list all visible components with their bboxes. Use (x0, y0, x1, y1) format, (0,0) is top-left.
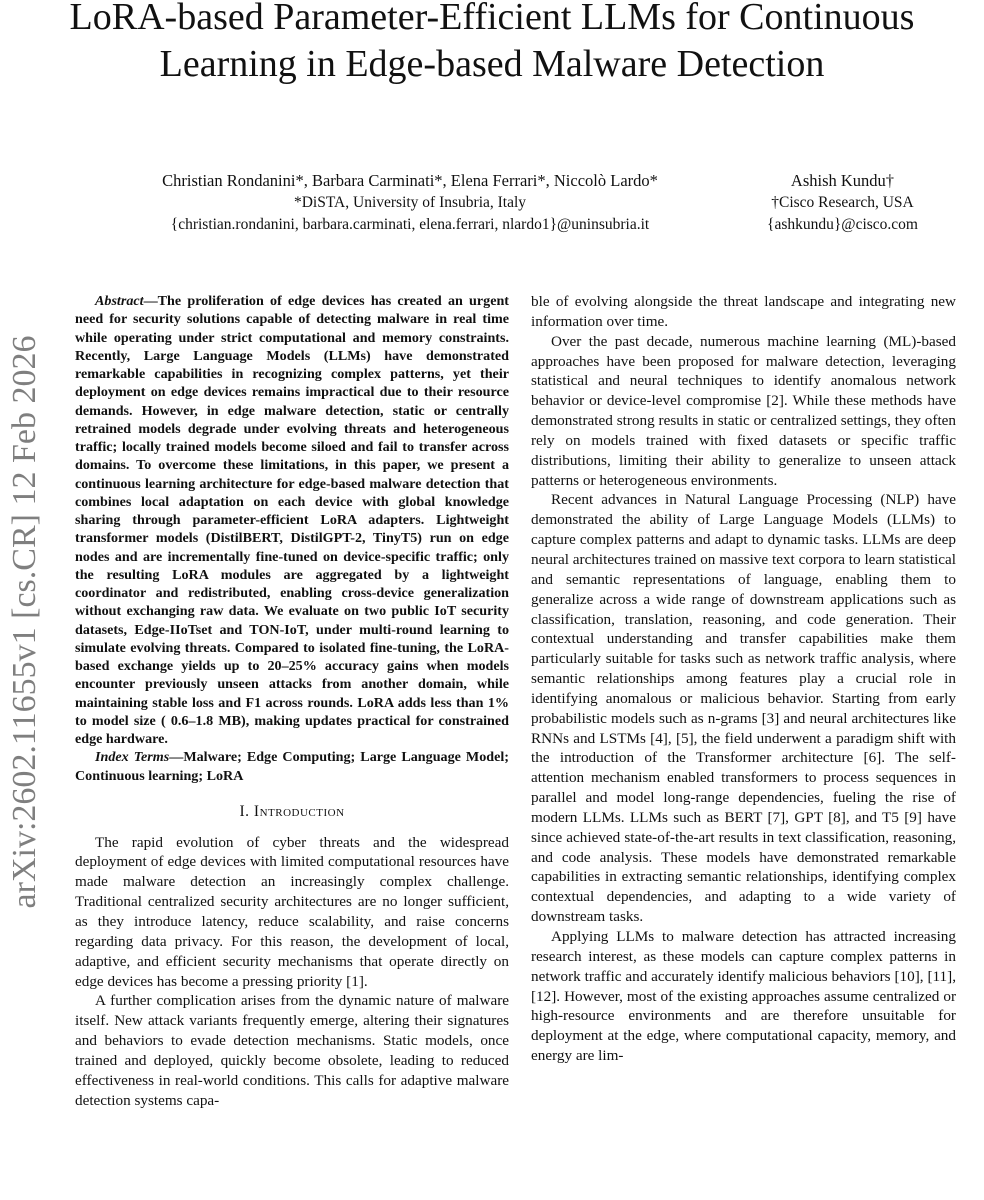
paragraph: Over the past decade, numerous machine learning (ML)-based approaches have been proposed for malware detection, leveraging statistical and neural techniques to identify anomalous network behavior or device-level compromise [2]. While these methods have demonstrated strong results in static or centralized settings, they often rely on models trained with fixed datasets or specific traffic distributions, limiting their ability to generalize to unseen attack patterns or heterogeneous environments. (531, 332, 956, 489)
author-names: Ashish Kundu† (790, 171, 895, 190)
abstract-text: —The proliferation of edge devices has created an urgent need for security solutions capable of detecting malware in real time while operating under strict computational and memory constraints. Recently, Large Language Models (LLMs) have demonstrated remarkable capabilities in recognizing complex patterns, yet their deployment on edge devices remains impractical due to their resource demands. However, in edge malware detection, static or centrally retrained models degrade under evolving threats and heterogeneous traffic; locally trained models become siloed and fail to transfer across domains. To overcome these limitations, in this paper, we present a continuous learning architecture for edge-based malware detection that combines local adaptation on each device with global knowledge sharing through parameter-efficient LoRA adapters. Lightweight transformer models (DistilBERT, DistilGPT-2, TinyT5) run on edge nodes and are incrementally fine-tuned on device-specific traffic; only the resulting LoRA modules are aggregated by a lightweight coordinator and redistributed, enabling cross-device generalization without exchanging raw data. We evaluate on two public IoT security datasets, Edge-IIoTset and TON-IoT, under multi-round learning to simulate evolving threats. Compared to isolated fine-tuning, the LoRA-based exchange yields up to 20–25% accuracy gains when models encounter previously unseen attacks from another domain, while maintaining stable loss and F1 across rounds. LoRA adds less than 1% to model size ( 0.6–1.8 MB), making updates practical for constrained edge hardware. (75, 293, 509, 747)
author-block-right (745, 170, 940, 236)
section-number: I. (239, 802, 250, 820)
paragraph-continuation: ble of evolving alongside the threat landscape and integrating new information over time. (531, 293, 956, 330)
index-terms (75, 748, 509, 785)
paper-title: LoRA-based Parameter-Efficient LLMs for Continuous Learning in Edge-based Malware Detection (69, 0, 915, 85)
author-emails: {ashkundu}@cisco.com (767, 216, 918, 233)
author-affiliation: *DiSTA, University of Insubria, Italy (293, 194, 527, 211)
author-emails: {christian.rondanini, barbara.carminati, elena.ferrari, nlardo1}@uninsubria.it (170, 216, 650, 233)
author-block-left (90, 170, 730, 236)
author-affiliation: †Cisco Research, USA (771, 194, 914, 211)
arxiv-sidebar (0, 335, 60, 909)
paragraph: A further complication arises from the dynamic nature of malware itself. New attack variants frequently emerge, altering their signatures and behaviors to evade detection mechanisms. Static models, once trained and deployed, quickly become obsolete, leading to reduced effectiveness in real-world conditions. This calls for adaptive malware detection systems capa- (75, 992, 509, 1109)
index-terms-text: —Malware; Edge Computing; Large Language Model; Continuous learning; LoRA (75, 749, 509, 784)
section-title: Introduction (253, 802, 345, 820)
abstract-label: Abstract (95, 293, 144, 309)
author-names: Christian Rondanini*, Barbara Carminati*, Elena Ferrari*, Niccolò Lardo* (162, 171, 658, 190)
paragraph: Applying LLMs to malware detection has attracted increasing research interest, as these models can capture complex patterns in network traffic and accurately identify malicious behaviors [10], [11], [12]. However, most of the existing approaches assume centralized or high-resource environments and are therefore unsuitable for deployment at the edge, where computational capacity, memory, and energy are lim- (531, 928, 956, 1065)
abstract (75, 292, 509, 748)
index-terms-label: Index Terms (95, 749, 170, 766)
paragraph: Recent advances in Natural Language Processing (NLP) have demonstrated the ability of Large Language Models (LLMs) to capture complex patterns and adapt to dynamic tasks. LLMs are deep neural architectures trained on massive text corpora to learn statistical and semantic representations of language, enabling them to generalize across a wide range of downstream applications such as classification, translation, reasoning, and code generation. Their contextual understanding and transfer capabilities make them particularly suitable for tasks such as network traffic analysis, where semantic relationships among features play a crucial role in identifying anomalous or malicious behavior. Starting from early probabilistic models such as n-grams [3] and neural architectures like RNNs and LSTMs [4], [5], the field underwent a paradigm shift with the introduction of the Transformer architecture [6]. The self-attention mechanism enabled transformers to process sequences in parallel and model long-range dependencies, fueling the rise of modern LLMs. LLMs such as BERT [7], GPT [8], and T5 [9] have since achieved state-of-the-art results in text classification, reasoning, and code analysis. These models have demonstrated remarkable capabilities in extracting semantic relationships, identifying complex contextual dependencies, and adapting to a wide variety of downstream tasks. (531, 491, 956, 926)
arxiv-identifier: arXiv:2602.11655v1 [cs.CR] 12 Feb 2026 (6, 335, 43, 909)
paragraph: The rapid evolution of cyber threats and the widespread deployment of edge devices with limited computational resources have made malware detection an increasingly complex challenge. Traditional centralized security architectures are no longer sufficient, as they introduce latency, reduce scalability, and raise concerns regarding data privacy. For this reason, the development of local, adaptive, and efficient security mechanisms that operate directly on edge devices has become a pressing priority [1]. (75, 833, 509, 990)
right-column (531, 292, 956, 1066)
left-column (75, 292, 509, 1110)
section-heading (75, 802, 509, 822)
